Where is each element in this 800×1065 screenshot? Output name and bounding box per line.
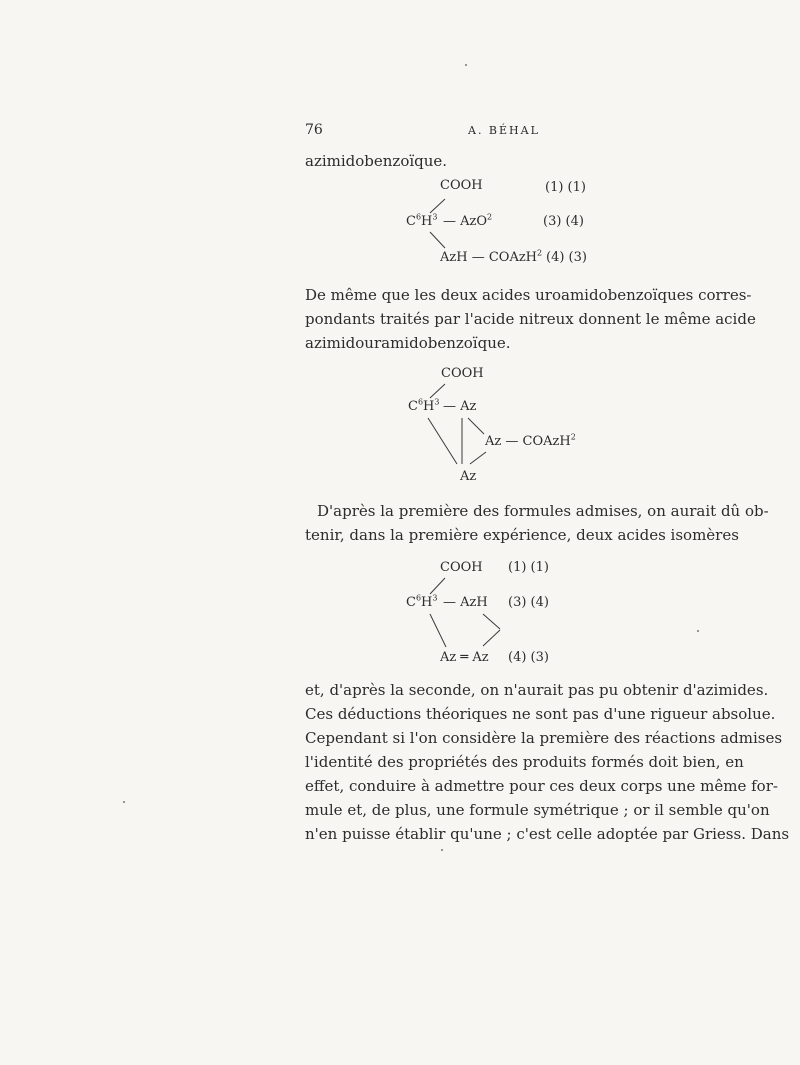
- text-line: et, d'après la seconde, on n'aurait pas pu obtenir d'azimides.: [305, 681, 769, 699]
- formula2-c6h3: $C^6H^3$: [408, 397, 440, 414]
- bond-line: [468, 418, 484, 434]
- bond-line: [483, 614, 500, 629]
- running-title: A. BÉHAL: [468, 124, 540, 137]
- formula3-azh-positions: (3) (4): [508, 595, 549, 610]
- formula3-cooh: COOH: [440, 560, 483, 575]
- formula1-azh-coazh2: AzH — COAzH$^2$: [440, 248, 543, 265]
- formula3-azh: — AzH: [443, 595, 488, 610]
- bond-line: [430, 614, 446, 647]
- text-line: mule et, de plus, une formule symétrique ; or il semble qu'on: [305, 801, 770, 819]
- scan-speck: [465, 64, 467, 66]
- bond-line: [428, 418, 457, 464]
- bond-line: [430, 384, 445, 398]
- scan-speck: [123, 801, 125, 803]
- bond-line: [470, 452, 486, 464]
- text-line: n'en puisse établir qu'une ; c'est celle adoptée par Griess. Dans: [305, 825, 790, 843]
- text-line: pondants traités par l'acide nitreux donnent le même acide: [305, 310, 756, 328]
- formula1-cooh-positions: (1) (1): [545, 180, 586, 195]
- scan-speck: [697, 630, 699, 632]
- text-line: effet, conduire à admettre pour ces deux corps une même for-: [305, 777, 778, 795]
- page-number: 76: [305, 122, 323, 138]
- bond-line: [430, 232, 445, 248]
- scan-speck: [441, 849, 443, 851]
- text-line: Cependant si l'on considère la première des réactions admises: [305, 729, 783, 747]
- text-line: De même que les deux acides uroamidobenzoïques corres-: [305, 286, 752, 304]
- formula1-c6h3: $C^6H^3$: [406, 212, 438, 229]
- text-line: tenir, dans la première expérience, deux acides isomères: [305, 526, 739, 544]
- formula3-c6h3: $C^6H^3$: [406, 593, 438, 610]
- formula3-cooh-positions: (1) (1): [508, 560, 549, 575]
- formula2-az-coazh2: Az — COAzH$^2$: [485, 432, 576, 449]
- text-line: azimidobenzoïque.: [305, 152, 448, 170]
- formula2-az-top: — Az: [443, 399, 477, 414]
- formula1-azo2-positions: (3) (4): [543, 214, 584, 229]
- formula2-az-bottom: Az: [460, 469, 477, 484]
- formula1-azh-positions: (4) (3): [546, 250, 587, 265]
- text-line: Ces déductions théoriques ne sont pas d'une rigueur absolue.: [305, 705, 776, 723]
- text-line: l'identité des propriétés des produits formés doit bien, en: [305, 753, 744, 771]
- bond-line: [430, 199, 445, 213]
- formula3-az-az: Az ═ Az: [440, 650, 489, 665]
- text-line: D'après la première des formules admises, on aurait dû ob-: [317, 502, 769, 520]
- formula2-cooh: COOH: [441, 366, 484, 381]
- formula1-cooh: COOH: [440, 178, 483, 193]
- formula3-azaz-positions: (4) (3): [508, 650, 549, 665]
- bond-line: [483, 630, 500, 646]
- formula1-azo2: — AzO$^2$: [443, 212, 493, 229]
- text-line: azimidouramidobenzoïque.: [305, 334, 511, 352]
- bond-line: [430, 578, 445, 594]
